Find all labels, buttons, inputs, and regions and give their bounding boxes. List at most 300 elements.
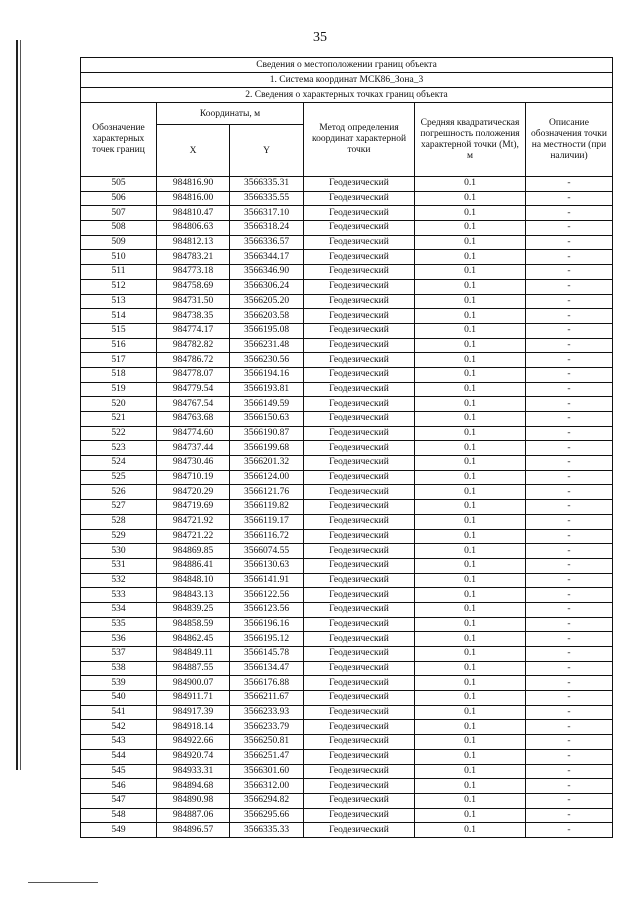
description-cell: - [526, 500, 613, 515]
table-row [81, 456, 613, 471]
y-coordinate-cell: 3566294.82 [230, 793, 304, 808]
description-cell: - [526, 221, 613, 236]
y-coordinate-cell: 3566116.72 [230, 529, 304, 544]
method-cell: Геодезический [304, 235, 415, 250]
method-cell: Геодезический [304, 779, 415, 794]
description-cell: - [526, 749, 613, 764]
description-cell: - [526, 279, 613, 294]
method-cell: Геодезический [304, 309, 415, 324]
description-cell: - [526, 514, 613, 529]
description-cell: - [526, 323, 613, 338]
boundary-points-table [80, 57, 613, 838]
y-coordinate-cell: 3566251.47 [230, 749, 304, 764]
header-method: Метод определения координат характерной точки [304, 103, 415, 177]
left-margin-line-inner [20, 40, 21, 770]
error-cell: 0.1 [415, 793, 526, 808]
x-coordinate-cell: 984849.11 [157, 647, 230, 662]
point-id-cell: 524 [81, 456, 157, 471]
error-cell: 0.1 [415, 412, 526, 427]
description-cell: - [526, 456, 613, 471]
points-title: 2. Сведения о характерных точках границ объекта [81, 88, 613, 103]
description-cell: - [526, 588, 613, 603]
method-cell: Геодезический [304, 470, 415, 485]
table-row [81, 412, 613, 427]
method-cell: Геодезический [304, 265, 415, 280]
error-cell: 0.1 [415, 705, 526, 720]
point-id-cell: 532 [81, 573, 157, 588]
point-id-cell: 513 [81, 294, 157, 309]
error-cell: 0.1 [415, 602, 526, 617]
point-id-cell: 534 [81, 602, 157, 617]
error-cell: 0.1 [415, 544, 526, 559]
point-id-cell: 527 [81, 500, 157, 515]
header-error: Средняя квадратическая погрешность положения характерной точки (Mt), м [415, 103, 526, 177]
x-coordinate-cell: 984887.55 [157, 661, 230, 676]
point-id-cell: 507 [81, 206, 157, 221]
description-cell: - [526, 779, 613, 794]
error-cell: 0.1 [415, 647, 526, 662]
table-row [81, 177, 613, 192]
method-cell: Геодезический [304, 735, 415, 750]
method-cell: Геодезический [304, 617, 415, 632]
error-cell: 0.1 [415, 558, 526, 573]
y-coordinate-cell: 3566336.57 [230, 235, 304, 250]
table-row [81, 353, 613, 368]
y-coordinate-cell: 3566145.78 [230, 647, 304, 662]
method-cell: Геодезический [304, 529, 415, 544]
header-point: Обозначение характерных точек границ [81, 103, 157, 177]
method-cell: Геодезический [304, 573, 415, 588]
method-cell: Геодезический [304, 691, 415, 706]
method-cell: Геодезический [304, 279, 415, 294]
point-id-cell: 515 [81, 323, 157, 338]
error-cell: 0.1 [415, 191, 526, 206]
y-coordinate-cell: 3566194.16 [230, 367, 304, 382]
x-coordinate-cell: 984858.59 [157, 617, 230, 632]
error-cell: 0.1 [415, 676, 526, 691]
error-cell: 0.1 [415, 456, 526, 471]
y-coordinate-cell: 3566317.10 [230, 206, 304, 221]
method-cell: Геодезический [304, 544, 415, 559]
table-row [81, 720, 613, 735]
table-row [81, 382, 613, 397]
x-coordinate-cell: 984783.21 [157, 250, 230, 265]
point-id-cell: 544 [81, 749, 157, 764]
description-cell: - [526, 412, 613, 427]
description-cell: - [526, 764, 613, 779]
description-cell: - [526, 676, 613, 691]
method-cell: Геодезический [304, 382, 415, 397]
x-coordinate-cell: 984774.17 [157, 323, 230, 338]
x-coordinate-cell: 984710.19 [157, 470, 230, 485]
point-id-cell: 535 [81, 617, 157, 632]
x-coordinate-cell: 984767.54 [157, 397, 230, 412]
x-coordinate-cell: 984848.10 [157, 573, 230, 588]
point-id-cell: 541 [81, 705, 157, 720]
table-row [81, 544, 613, 559]
table-row [81, 235, 613, 250]
table-row [81, 558, 613, 573]
method-cell: Геодезический [304, 294, 415, 309]
header-x: X [157, 125, 230, 177]
description-cell: - [526, 191, 613, 206]
y-coordinate-cell: 3566150.63 [230, 412, 304, 427]
description-cell: - [526, 206, 613, 221]
x-coordinate-cell: 984763.68 [157, 412, 230, 427]
y-coordinate-cell: 3566201.32 [230, 456, 304, 471]
error-cell: 0.1 [415, 529, 526, 544]
x-coordinate-cell: 984778.07 [157, 367, 230, 382]
table-row [81, 823, 613, 838]
y-coordinate-cell: 3566130.63 [230, 558, 304, 573]
x-coordinate-cell: 984839.25 [157, 602, 230, 617]
description-cell: - [526, 544, 613, 559]
x-coordinate-cell: 984900.07 [157, 676, 230, 691]
y-coordinate-cell: 3566176.88 [230, 676, 304, 691]
description-cell: - [526, 793, 613, 808]
table-row [81, 676, 613, 691]
method-cell: Геодезический [304, 632, 415, 647]
error-cell: 0.1 [415, 823, 526, 838]
description-cell: - [526, 441, 613, 456]
method-cell: Геодезический [304, 749, 415, 764]
x-coordinate-cell: 984816.00 [157, 191, 230, 206]
table-row [81, 265, 613, 280]
x-coordinate-cell: 984887.06 [157, 808, 230, 823]
y-coordinate-cell: 3566205.20 [230, 294, 304, 309]
y-coordinate-cell: 3566199.68 [230, 441, 304, 456]
table-row [81, 294, 613, 309]
method-cell: Геодезический [304, 647, 415, 662]
table-row [81, 749, 613, 764]
error-cell: 0.1 [415, 294, 526, 309]
x-coordinate-cell: 984812.13 [157, 235, 230, 250]
point-id-cell: 508 [81, 221, 157, 236]
point-id-cell: 533 [81, 588, 157, 603]
description-cell: - [526, 691, 613, 706]
error-cell: 0.1 [415, 749, 526, 764]
y-coordinate-cell: 3566250.81 [230, 735, 304, 750]
method-cell: Геодезический [304, 323, 415, 338]
table-row [81, 250, 613, 265]
y-coordinate-cell: 3566124.00 [230, 470, 304, 485]
method-cell: Геодезический [304, 412, 415, 427]
y-coordinate-cell: 3566195.08 [230, 323, 304, 338]
y-coordinate-cell: 3566335.55 [230, 191, 304, 206]
method-cell: Геодезический [304, 206, 415, 221]
y-coordinate-cell: 3566122.56 [230, 588, 304, 603]
y-coordinate-cell: 3566346.90 [230, 265, 304, 280]
section-title: Сведения о местоположении границ объекта [81, 58, 613, 73]
point-id-cell: 518 [81, 367, 157, 382]
left-margin-line [16, 40, 18, 770]
description-cell: - [526, 485, 613, 500]
y-coordinate-cell: 3566335.33 [230, 823, 304, 838]
error-cell: 0.1 [415, 309, 526, 324]
error-cell: 0.1 [415, 426, 526, 441]
method-cell: Геодезический [304, 823, 415, 838]
point-id-cell: 543 [81, 735, 157, 750]
y-coordinate-cell: 3566196.16 [230, 617, 304, 632]
x-coordinate-cell: 984731.50 [157, 294, 230, 309]
point-id-cell: 510 [81, 250, 157, 265]
table-row [81, 573, 613, 588]
header-coordinates: Координаты, м [157, 103, 304, 125]
x-coordinate-cell: 984720.29 [157, 485, 230, 500]
description-cell: - [526, 529, 613, 544]
method-cell: Геодезический [304, 353, 415, 368]
description-cell: - [526, 720, 613, 735]
table-row [81, 764, 613, 779]
error-cell: 0.1 [415, 764, 526, 779]
method-cell: Геодезический [304, 676, 415, 691]
y-coordinate-cell: 3566195.12 [230, 632, 304, 647]
point-id-cell: 549 [81, 823, 157, 838]
table-row [81, 661, 613, 676]
x-coordinate-cell: 984721.92 [157, 514, 230, 529]
error-cell: 0.1 [415, 221, 526, 236]
x-coordinate-cell: 984843.13 [157, 588, 230, 603]
description-cell: - [526, 338, 613, 353]
y-coordinate-cell: 3566134.47 [230, 661, 304, 676]
y-coordinate-cell: 3566301.60 [230, 764, 304, 779]
table-body [81, 177, 613, 838]
method-cell: Геодезический [304, 720, 415, 735]
y-coordinate-cell: 3566203.58 [230, 309, 304, 324]
y-coordinate-cell: 3566190.87 [230, 426, 304, 441]
description-cell: - [526, 265, 613, 280]
x-coordinate-cell: 984721.22 [157, 529, 230, 544]
x-coordinate-cell: 984719.69 [157, 500, 230, 515]
table-row [81, 705, 613, 720]
error-cell: 0.1 [415, 720, 526, 735]
x-coordinate-cell: 984890.98 [157, 793, 230, 808]
description-cell: - [526, 177, 613, 192]
method-cell: Геодезический [304, 500, 415, 515]
point-id-cell: 522 [81, 426, 157, 441]
y-coordinate-cell: 3566230.56 [230, 353, 304, 368]
error-cell: 0.1 [415, 382, 526, 397]
table-row [81, 617, 613, 632]
y-coordinate-cell: 3566074.55 [230, 544, 304, 559]
method-cell: Геодезический [304, 661, 415, 676]
x-coordinate-cell: 984911.71 [157, 691, 230, 706]
error-cell: 0.1 [415, 691, 526, 706]
y-coordinate-cell: 3566335.31 [230, 177, 304, 192]
y-coordinate-cell: 3566231.48 [230, 338, 304, 353]
table-row [81, 793, 613, 808]
error-cell: 0.1 [415, 573, 526, 588]
point-id-cell: 525 [81, 470, 157, 485]
table-row [81, 397, 613, 412]
y-coordinate-cell: 3566121.76 [230, 485, 304, 500]
error-cell: 0.1 [415, 367, 526, 382]
x-coordinate-cell: 984806.63 [157, 221, 230, 236]
error-cell: 0.1 [415, 779, 526, 794]
error-cell: 0.1 [415, 808, 526, 823]
error-cell: 0.1 [415, 353, 526, 368]
table-row [81, 367, 613, 382]
method-cell: Геодезический [304, 367, 415, 382]
header-description: Описание обозначения точки на местности (при наличии) [526, 103, 613, 177]
method-cell: Геодезический [304, 426, 415, 441]
error-cell: 0.1 [415, 250, 526, 265]
y-coordinate-cell: 3566318.24 [230, 221, 304, 236]
x-coordinate-cell: 984810.47 [157, 206, 230, 221]
y-coordinate-cell: 3566119.17 [230, 514, 304, 529]
method-cell: Геодезический [304, 808, 415, 823]
description-cell: - [526, 735, 613, 750]
description-cell: - [526, 235, 613, 250]
method-cell: Геодезический [304, 177, 415, 192]
x-coordinate-cell: 984933.31 [157, 764, 230, 779]
point-id-cell: 546 [81, 779, 157, 794]
y-coordinate-cell: 3566312.00 [230, 779, 304, 794]
table-row [81, 808, 613, 823]
table-row [81, 647, 613, 662]
x-coordinate-cell: 984758.69 [157, 279, 230, 294]
error-cell: 0.1 [415, 632, 526, 647]
error-cell: 0.1 [415, 206, 526, 221]
x-coordinate-cell: 984730.46 [157, 456, 230, 471]
error-cell: 0.1 [415, 588, 526, 603]
point-id-cell: 506 [81, 191, 157, 206]
point-id-cell: 528 [81, 514, 157, 529]
point-id-cell: 537 [81, 647, 157, 662]
table-row [81, 779, 613, 794]
table-row [81, 588, 613, 603]
y-coordinate-cell: 3566211.67 [230, 691, 304, 706]
description-cell: - [526, 250, 613, 265]
y-coordinate-cell: 3566233.79 [230, 720, 304, 735]
y-coordinate-cell: 3566123.56 [230, 602, 304, 617]
method-cell: Геодезический [304, 705, 415, 720]
x-coordinate-cell: 984737.44 [157, 441, 230, 456]
error-cell: 0.1 [415, 441, 526, 456]
point-id-cell: 531 [81, 558, 157, 573]
x-coordinate-cell: 984918.14 [157, 720, 230, 735]
error-cell: 0.1 [415, 661, 526, 676]
table-row [81, 191, 613, 206]
table-row [81, 500, 613, 515]
point-id-cell: 517 [81, 353, 157, 368]
description-cell: - [526, 470, 613, 485]
point-id-cell: 516 [81, 338, 157, 353]
y-coordinate-cell: 3566193.81 [230, 382, 304, 397]
method-cell: Геодезический [304, 514, 415, 529]
table-row [81, 514, 613, 529]
error-cell: 0.1 [415, 279, 526, 294]
x-coordinate-cell: 984773.18 [157, 265, 230, 280]
method-cell: Геодезический [304, 764, 415, 779]
error-cell: 0.1 [415, 235, 526, 250]
x-coordinate-cell: 984816.90 [157, 177, 230, 192]
point-id-cell: 536 [81, 632, 157, 647]
table-row [81, 691, 613, 706]
x-coordinate-cell: 984786.72 [157, 353, 230, 368]
x-coordinate-cell: 984894.68 [157, 779, 230, 794]
description-cell: - [526, 661, 613, 676]
table-row [81, 206, 613, 221]
method-cell: Геодезический [304, 191, 415, 206]
table-row [81, 470, 613, 485]
table-row [81, 323, 613, 338]
point-id-cell: 512 [81, 279, 157, 294]
point-id-cell: 540 [81, 691, 157, 706]
point-id-cell: 505 [81, 177, 157, 192]
method-cell: Геодезический [304, 397, 415, 412]
method-cell: Геодезический [304, 485, 415, 500]
method-cell: Геодезический [304, 602, 415, 617]
point-id-cell: 538 [81, 661, 157, 676]
y-coordinate-cell: 3566344.17 [230, 250, 304, 265]
error-cell: 0.1 [415, 177, 526, 192]
table-row [81, 309, 613, 324]
point-id-cell: 521 [81, 412, 157, 427]
description-cell: - [526, 353, 613, 368]
point-id-cell: 520 [81, 397, 157, 412]
method-cell: Геодезический [304, 441, 415, 456]
error-cell: 0.1 [415, 470, 526, 485]
description-cell: - [526, 294, 613, 309]
description-cell: - [526, 367, 613, 382]
point-id-cell: 519 [81, 382, 157, 397]
point-id-cell: 547 [81, 793, 157, 808]
table-row [81, 441, 613, 456]
header-y: Y [230, 125, 304, 177]
point-id-cell: 542 [81, 720, 157, 735]
x-coordinate-cell: 984922.66 [157, 735, 230, 750]
method-cell: Геодезический [304, 558, 415, 573]
table-row [81, 338, 613, 353]
y-coordinate-cell: 3566306.24 [230, 279, 304, 294]
error-cell: 0.1 [415, 323, 526, 338]
x-coordinate-cell: 984774.60 [157, 426, 230, 441]
method-cell: Геодезический [304, 456, 415, 471]
point-id-cell: 545 [81, 764, 157, 779]
error-cell: 0.1 [415, 397, 526, 412]
table-row [81, 529, 613, 544]
x-coordinate-cell: 984917.39 [157, 705, 230, 720]
error-cell: 0.1 [415, 485, 526, 500]
description-cell: - [526, 647, 613, 662]
method-cell: Геодезический [304, 250, 415, 265]
description-cell: - [526, 426, 613, 441]
point-id-cell: 539 [81, 676, 157, 691]
point-id-cell: 530 [81, 544, 157, 559]
x-coordinate-cell: 984896.57 [157, 823, 230, 838]
description-cell: - [526, 558, 613, 573]
description-cell: - [526, 602, 613, 617]
description-cell: - [526, 632, 613, 647]
table-row [81, 632, 613, 647]
point-id-cell: 529 [81, 529, 157, 544]
method-cell: Геодезический [304, 338, 415, 353]
description-cell: - [526, 397, 613, 412]
method-cell: Геодезический [304, 588, 415, 603]
point-id-cell: 509 [81, 235, 157, 250]
table-row [81, 602, 613, 617]
error-cell: 0.1 [415, 265, 526, 280]
y-coordinate-cell: 3566141.91 [230, 573, 304, 588]
description-cell: - [526, 705, 613, 720]
table-row [81, 279, 613, 294]
error-cell: 0.1 [415, 735, 526, 750]
description-cell: - [526, 309, 613, 324]
point-id-cell: 511 [81, 265, 157, 280]
description-cell: - [526, 573, 613, 588]
x-coordinate-cell: 984920.74 [157, 749, 230, 764]
